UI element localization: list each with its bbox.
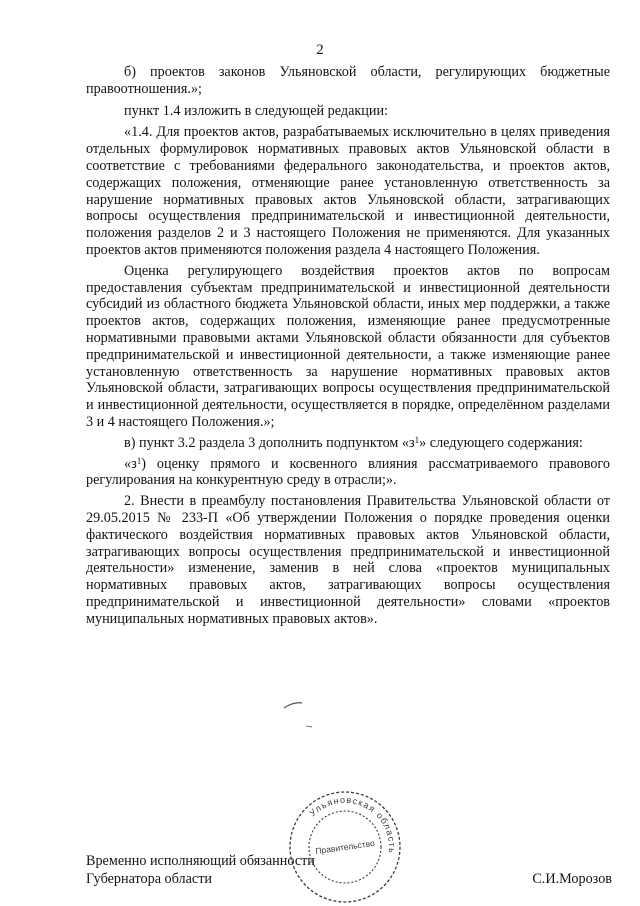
page-number: 2 — [316, 42, 324, 58]
paragraph-ocenka: Оценка регулирующего воздействия проектов актов по вопросам предоставления субъектам предпринимательской и инвестиционной деятельности субсидий из областного бюджета Ульяновской области, иных мер поддержки, а также проектов актов, содержащих положения, изменяющие ранее предусмотренные нормативными правовыми актами Ульяновской области обязанности для субъектов предпринимательской и инвестиционной деятельности, а также изменяющие ранее установленную ответственность за нарушение нормативных правовых актов Ульяновской области, затрагивающих вопросы осуществления предпринимательской и инвестиционной деятельности, осуществляется в порядке, определённом разделами 3 и 4 настоящего Положения.»; — [86, 262, 610, 430]
seal-ring-text: Ульяновская область — [307, 794, 398, 855]
paragraph-b: б) проектов законов Ульяновской области, регулирующих бюджетные правоотношения.»; — [86, 64, 610, 97]
signatory-position — [86, 852, 315, 888]
paragraph-2: 2. Внести в преамбулу постановления Правительства Ульяновской области от 29.05.2015 № 233-П «Об утверждении Положения о порядке проведения оценки фактического воздействия нормативных правовых актов Ульяновской области, затрагивающих вопросы осуществления предпринимательской и инвестиционной деятельности» изменение, заменив в ней слова «проектов муниципальных нормативных правовых актов, затрагивающих вопросы осуществления предпринимательской и инвестиционной деятельности» словами «проектов муниципальных нормативных правовых актов». — [86, 493, 610, 627]
signatory-name: С.И.Морозов — [532, 871, 612, 887]
document-body — [86, 64, 610, 628]
paragraph-punkt-1-4: пункт 1.4 изложить в следующей редакции: — [124, 102, 388, 119]
paragraph-v-before: в) пункт 3.2 раздела 3 дополнить подпунктом «з — [124, 434, 415, 451]
superscript-one: 1 — [414, 434, 420, 445]
paragraph-v-after: » следующего содержания: — [419, 434, 583, 451]
pen-mark — [282, 700, 322, 730]
paragraph-z1 — [86, 456, 610, 490]
official-seal — [286, 788, 404, 906]
paragraph-1-4-text: «1.4. Для проектов актов, разрабатываемых исключительно в целях приведения отдельных формулировок нормативных правовых актов Ульяновской области в соответствие с требованиями федерального законодательства, и проектов актов, содержащих положения, отменяющие ранее установленную ответственность за нарушение нормативных правовых актов Ульяновской области, затрагивающих вопросы осуществления предпринимательской и инвестиционной деятельности, положения разделов 2 и 3 настоящего Положения не применяются. Для указанных проектов актов применяются положения раздела 4 настоящего Положения. — [86, 124, 610, 258]
superscript-one: 1 — [136, 455, 142, 466]
position-line-2: Губернатора области — [86, 871, 212, 887]
paragraph-v — [86, 435, 610, 452]
paragraph-z1-before: «з — [124, 455, 137, 472]
position-line-1: Временно исполняющий обязанности — [86, 853, 315, 869]
paragraph-z1-after: ) оценку прямого и косвенного влияния рассматриваемого правового регулирования на конкурентную среду в отрасли;». — [86, 455, 610, 489]
signature-block — [86, 852, 612, 888]
seal-center-text: Правительство — [314, 837, 376, 857]
